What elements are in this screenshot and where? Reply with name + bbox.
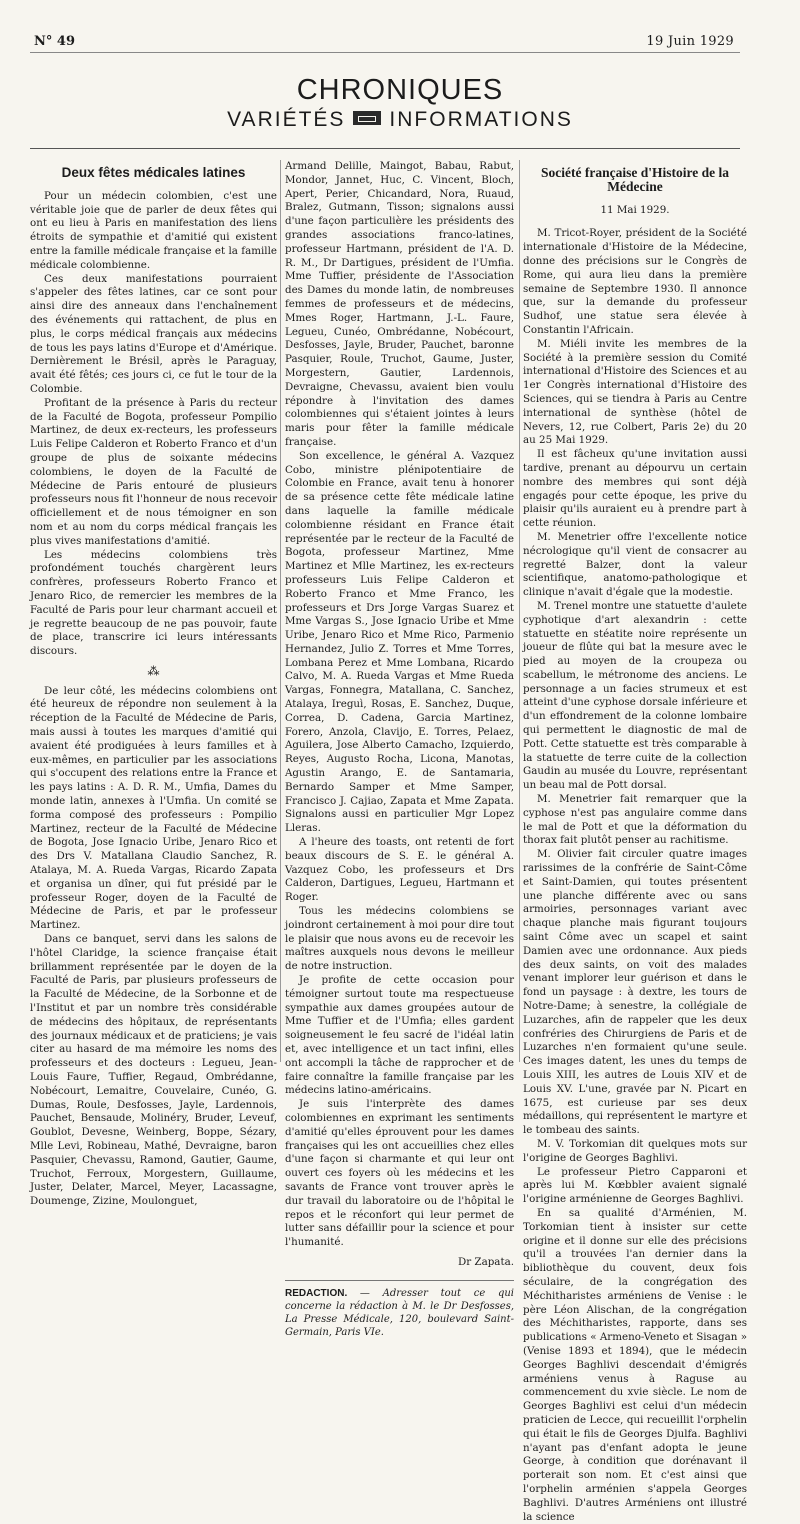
paragraph: M. Olivier fait circuler quatre images rarissimes de la confrérie de Saint-Côme et Saint-Damien, qui toutes présentent une planche différente avec ou sans armoiries, personnages variant avec chaque planche mais figurant toujours saint Côme avec un scapel et saint Damien avec une ordonnance. Aux pieds des deux saints, on voit des malades venant implorer leur guérison et dans le fond un paysage : à dextre, les tours de Notre-Dame; à senestre, la collégiale de Luzarches, afin de rappeler que les deux confréries des Chirurgiens de Paris et de Luzarches n'en formaient qu'une seule. Ces images datent, les unes du temps de Louis XIII, les autres de Louis XIV et de Louis XV. L'une, gravée par N. Picart en 1675, est curieuse par ses deux médaillons, qui représentent le martyre et le tombeau des saints. <box>523 848 747 1137</box>
column-1 <box>30 160 277 1208</box>
masthead-left: VARIÉTÉS <box>227 108 346 131</box>
column-divider <box>519 160 520 1062</box>
paragraph: Le professeur Pietro Capparoni et après lui M. Kœbbler avaient signalé l'origine arménienne de Georges Baghlivi. <box>523 1165 747 1206</box>
paragraph: En sa qualité d'Arménien, M. Torkomian tient à insister sur cette origine et il donne sur elle des précisions qu'il a trouvées l'an dernier dans la bibliothèque du couvent, deux fois séculaire, de la congrégation des Méchitharistes arméniens de Venise : le père Léon Alischan, de la congrégation des Méchitharistes, rapporte, dans ses publications « Armeno-Veneto et Sisagan » (Venise 1893 et 1894), que le médecin Georges Baghlivi descendait d'émigrés arméniens venus à Raguse au commencement du xvie siècle. Le nom de Georges Baghlivi est celui d'un médecin praticien de Lecce, qui recueillit l'orphelin qui était le fils de Georges Djulfa. Baghlivi n'ayant pas d'enfant adopta le jeune George, à condition que dorénavant il porterait son nom. Et c'est ainsi que l'orphelin arménien s'appela Georges Baghlivi. D'autres Arméniens ont illustré la science <box>523 1206 747 1523</box>
header-rule <box>30 52 740 53</box>
masthead-right: INFORMATIONS <box>389 108 573 131</box>
paragraph: Ces deux manifestations pourraient s'appeler des fêtes latines, car ce sont pour ainsi dire des anneaux dans l'enchaînement des événements qui rattachent, de plus en plus, le corps médical français aux médecins de tous les pays latins d'Europe et d'Amérique. Dernièrement le Brésil, après le Paraguay, avait été fêtés; ces jours ci, ce fut le tour de la Colombie. <box>30 272 277 395</box>
paragraph: Profitant de la présence à Paris du recteur de la Faculté de Bogota, professeur Pompilio Martinez, de deux ex-recteurs, les professeurs Luis Felipe Calderon et Roberto Franco et d'un groupe de plus de soixante médecins colombiens, le doyen de la Faculté de Médecine de Paris entouré de plusieurs professeurs nous fit l'honneur de nous recevoir officiellement et de nous témoigner en son nom et au nom du corps médical français les plus vives manifestations d'amitié. <box>30 396 277 547</box>
redaction-label: REDACTION. <box>285 1287 348 1299</box>
issue-date: 19 Juin 1929 <box>646 34 734 49</box>
article-heading: Deux fêtes médicales latines <box>61 165 246 180</box>
section-rule <box>30 148 740 149</box>
paragraph: Je suis l'interprète des dames colombiennes en exprimant les sentiments d'amitié qu'elles éprouvent pour les dames françaises qui les ont accueillies chez elles d'une façon si charmante et qui leur ont ouvert ces foyers où les médecins et les savants de France vont trouver après le dur travail du laboratoire ou de l'hôpital le repos et le réconfort qui leur permet de lutter sans défaillir pour la science et pour l'humanité. <box>285 1098 514 1249</box>
paragraph: M. V. Torkomian dit quelques mots sur l'origine de Georges Baghlivi. <box>523 1137 747 1164</box>
paragraph: Tous les médecins colombiens se joindront certainement à moi pour dire tout le plaisir que nous avons eu de recevoir les maîtres auxquels nous devons le meilleur de notre instruction. <box>285 905 514 973</box>
paragraph: M. Trenel montre une statuette d'aulete cyphotique d'art alexandrin : cette statuette en stéatite noire représente un joueur de flûte qui bat la mesure avec le pied au moyen de la croupeza ou scabellum, le métronome des anciens. Le personnage a un facies strumeux et est atteint d'une cyphose dorsale inférieure et d'un effondrement de la colonne lombaire qui permettent le diagnostic de mal de Pott. Cette statuette est très comparable à la statuette de terre cuite de la collection Gaudin au musée du Louvre, représentant un beau mal de Pott dorsal. <box>523 599 747 792</box>
article-heading: Société française d'Histoire de la Médecine <box>541 165 729 194</box>
paragraph: M. Menetrier fait remarquer que la cyphose n'est pas angulaire comme dans le mal de Pott et que la déformation du thorax fait plutôt penser au rachitisme. <box>523 793 747 847</box>
paragraph: Dans ce banquet, servi dans les salons de l'hôtel Claridge, la science française était brillamment représentée par le doyen de la Faculté de Paris, par plusieurs professeurs de la Faculté de Médecine, de la Sorbonne et de l'Institut et par un nombre très considérable de médecins des hôpitaux, de représentants des journaux médicaux et de praticiens; je vais citer au hasard de ma mémoire les noms des professeurs et des docteurs : Legueu, Jean-Louis Faure, Tuffier, Regaud, Ombrédanne, Nobécourt, Lemaitre, Couvelaire, Cunéo, G. Dumas, Roule, Desfosses, Jayle, Lardennois, Pauchet, Bensaude, Molinéry, Bruder, Leveuf, Goublot, Devesne, Weinberg, Boppe, Sézary, Mlle Levi, Robineau, Mathé, Devraigne, baron Pasquier, Chevassu, Ramond, Gautier, Gaume, Truchot, Ferroux, Morgestern, Guillaume, Juster, Delater, Marcel, Meyer, Lacassagne, Doumenge, Zizine, Moulonguet, <box>30 933 277 1208</box>
issue-number: N° 49 <box>34 34 75 49</box>
asterism: ⁂ <box>147 663 160 678</box>
paragraph: Les médecins colombiens très profondément touchés chargèrent leurs confrères, professeurs Roberto Franco et Jenaro Rico, de remercier les membres de la Faculté de Paris pour leur charmant accueil et je regrette beaucoup de ne pas pouvoir, faute de place, transcrire ici leurs intéressants discours. <box>30 548 277 658</box>
paragraph: M. Menetrier offre l'excellente notice nécrologique qu'il vient de consacrer au regretté Balzer, dont la valeur scientifique, anatomo-pathologique et clinique n'avait d'égale que la modestie. <box>523 530 747 599</box>
paragraph: Armand Delille, Maingot, Babau, Rabut, Mondor, Jannet, Huc, C. Vincent, Bloch, Apert, Perier, Chicandard, Nora, Ruaud, Bralez, Gutmann, Tisson; signalons aussi d'une façon particulière les présidents des grandes associations franco-latines, professeur Hartmann, président de l'A. D. R. M., Dr Dartigues, président de l'Umfia. Mme Tuffier, présidente de l'Association des Dames du monde latin, de nombreuses femmes de professeurs et de médecins, Mmes Roger, Hartmann, J.-L. Faure, Legueu, Cunéo, Ombrédanne, Nobécourt, Desfosses, Jayle, Bruder, Pauchet, baronne Pasquier, Roule, Truchot, Gaume, Juster, Morgestern, Gautier, Lardennois, Devraigne, Chevassu, avaient bien voulu répondre à l'invitation des dames colombiennes qui s'étaient jointes à leurs maris pour fêter la famille médicale française. <box>285 160 514 448</box>
column-3 <box>523 160 747 1523</box>
column-2 <box>285 160 514 1338</box>
column-divider <box>280 160 281 1062</box>
redaction-text: — Adresser tout ce qui concerne la rédaction à M. le Dr Desfosses, La Presse Médicale, 120, boulevard Saint-Germain, Paris VIe. <box>285 1287 514 1338</box>
paragraph: Il est fâcheux qu'une invitation aussi tardive, prenant au dépourvu un certain nombre des membres qui sont déjà engagés pour cette époque, les prive du plaisir qu'ils auraient eu à prendre part à cette réunion. <box>523 448 747 530</box>
session-date: 11 Mai 1929. <box>600 203 670 216</box>
masthead-title: CHRONIQUES <box>296 74 504 106</box>
paragraph: M. Miéli invite les membres de la Société à la première session du Comité international d'Histoire des Sciences et au 1er Congrès international d'Histoire des Sciences, qui se tiendra à Paris au Centre international de synthèse (hôtel de Nevers, 12, rue Colbert, Paris 2e) du 20 au 25 Mai 1929. <box>523 337 747 447</box>
masthead-subtitle <box>0 108 800 132</box>
paragraph: Son excellence, le général A. Vazquez Cobo, ministre plénipotentiaire de Colombie en France, avait tenu à honorer de sa présence cette fête médicale latine dans laquelle la famille médicale colombienne résidant en France était représentée par le recteur de la Faculté de Bogota, professeur Martinez, Mme Martinez et Mlle Martinez, les ex-recteurs professeurs Luis Felipe Calderon et Roberto Franco et Mme Franco, les professeurs et Drs Jorge Vargas Suarez et Mme Vargas S., Jose Ignacio Uribe et Mme Uribe, Jenaro Rico et Mme Rico, Parmenio Hernandez, Julio Z. Torres et Mme Torres, Lombana Perez et Mme Lombana, Ricardo Calvo, M. A. Rueda Vargas et Mme Rueda Vargas, Fonnegra, Matallana, C. Sanchez, Atalaya, Ireguì, Rosas, E. Sanchez, Duque, Correa, D. Cadena, Garcia Martinez, Forero, Anzola, Clavijo, E. Torres, Pelaez, Aguilera, Jose Alberto Camacho, Izquierdo, Reyes, Augusto Rocha, Licona, Manotas, Agustin Arango, E. de Santamaria, Bernardo Samper et Mme Samper, Francisco J. Cajiao, Zapata et Mme Zapata. Signalons aussi en particulier Mgr Lopez Lleras. <box>285 449 514 835</box>
ornament-icon <box>353 111 381 125</box>
paragraph: M. Tricot-Royer, président de la Société internationale d'Histoire de la Médecine, donne des précisions sur le Congrès de Rome, qui aura lieu dans la première semaine de Septembre 1930. Il annonce que, sur la demande du professeur Sudhof, une statue sera élevée à Constantin l'Africain. <box>523 227 747 336</box>
signature: Dr Zapata. <box>457 1255 514 1268</box>
paragraph: Pour un médecin colombien, c'est une véritable joie que de parler de deux fêtes qui ont eu lieu à Paris en manifestation des liens étroits de sympathie et d'amitié qui existent entre la famille médicale française et la famille médicale colombienne. <box>30 189 277 271</box>
paragraph: A l'heure des toasts, ont retenti de fort beaux discours de S. E. le général A. Vazquez Cobo, les professeurs et Drs Calderon, Dartigues, Legueu, Hartmann et Roger. <box>285 836 514 904</box>
paragraph: Je profite de cette occasion pour témoigner surtout toute ma respectueuse sympathie aux dames groupées autour de Mme Tuffier et de l'Umfia; elles gardent soigneusement le feu sacré de l'idéal latin et, avec intelligence et un tact infini, elles ont accompli la tâche de rapprocher et de faire connaître la famille française par les médecins latino-américains. <box>285 974 514 1097</box>
paragraph: De leur côté, les médecins colombiens ont été heureux de répondre non seulement à la réception de la Faculté de Médecine de Paris, mais aussi à toutes les marques d'amitié qui avaient été prodiguées à leurs familles et à eux-mêmes, en particulier par les associations qui s'occupent des relations entre la France et les pays latins : A. D. R. M., Umfia, Dames du monde latin, annexes à l'Umfia. Un comité se forma composé des professeurs : Pompilio Martinez, recteur de la Faculté de Médecine de Bogota, Jose Ignacio Uribe, Jenaro Rico et des Drs V. Matallana Claudio Sanchez, R. Atalaya, M. A. Rueda Vargas, Ricardo Zapata et organisa un dîner, qui fut présidé par le professeur Roger, doyen de la Faculté de Médecine de Paris, et par le professeur Martinez. <box>30 684 277 932</box>
redaction-notice <box>285 1280 514 1339</box>
